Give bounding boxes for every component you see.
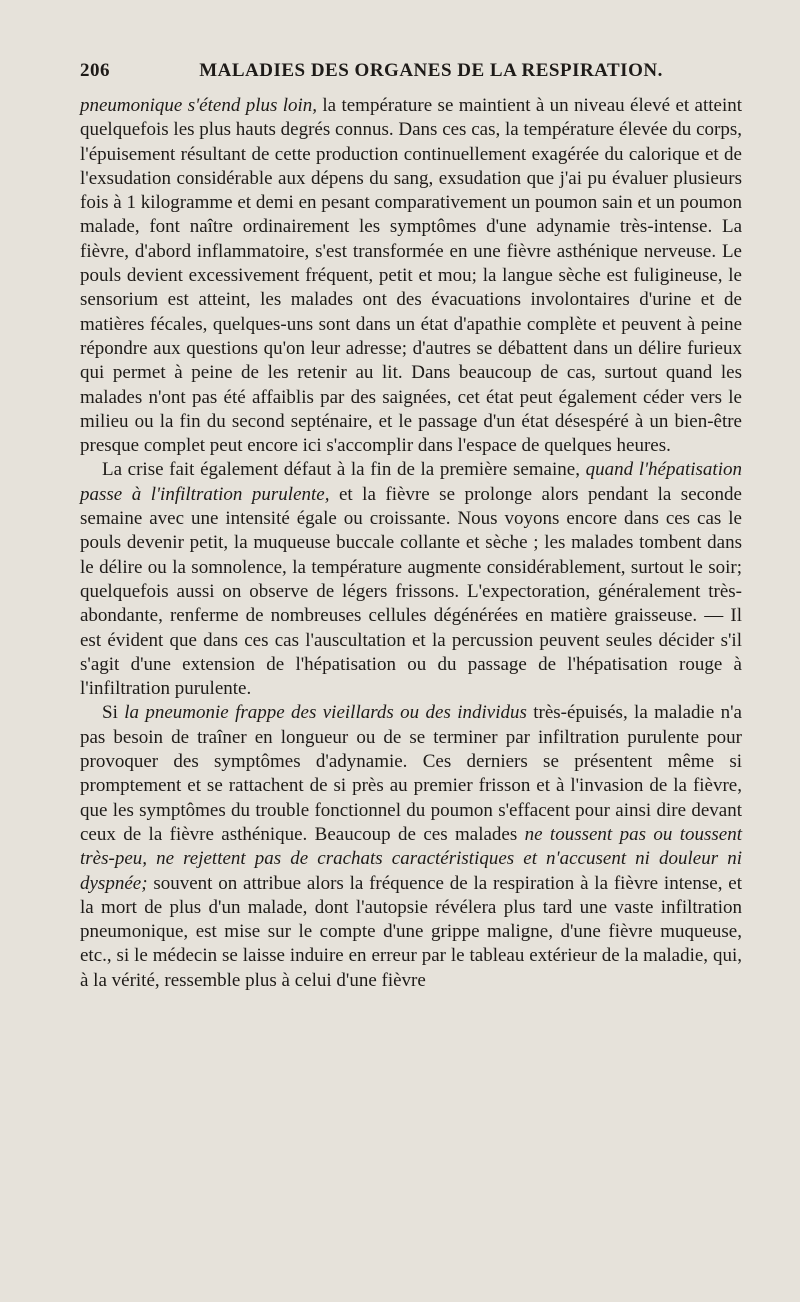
paragraph-3-italic-2: ne toussent pas ou toussent très-peu, ne rejettent pas de crachats caractéristiques et n'accusent ni douleur ni dyspnée; [80,823,742,894]
paragraph-1 [80,94,742,458]
paragraph-1-italic-1: pneumonique s'étend plus loin, [80,95,318,116]
running-title: MALADIES DES ORGANES DE LA RESPIRATION. [199,60,663,81]
paragraph-2 [80,458,742,701]
running-header [80,60,742,94]
paragraph-2-italic-1: quand l'hépatisation passe à l'infiltration purulente, [80,459,742,505]
page-number: 206 [80,60,110,81]
paragraph-2-text-1: La crise fait également défaut à la fin de la première semaine, [102,459,586,481]
paragraph-3-text-3: souvent on attribue alors la fréquence de la respiration à la fièvre intense, et la mort de plus d'un malade, dont l'autopsie révélera plus tard une vaste infiltration pneumonique, est mise sur le compte d'une grippe maligne, d'une fièvre muqueuse, etc., si le médecin se laisse induire en erreur par le tableau extérieur de la maladie, qui, à la vérité, ressemble plus à celui d'une fièvre [80,872,742,991]
paragraph-3-text-1: Si [102,702,125,724]
paragraph-2-text-2: et la fièvre se prolonge alors pendant la seconde semaine avec une intensité égale ou croissante. Nous voyons encore dans ces cas le pouls devenir petit, la muqueuse buccale collante et sèche ; les malades tombent dans le délire ou la somnolence, la température augmente considérablement, surtout le soir; quelquefois aussi on observe de légers frissons. L'expectoration, généralement très-abondante, renferme de nombreuses cellules dégénérées en matière graisseuse. — Il est évident que dans ces cas l'auscultation et la percussion peuvent seules décider s'il s'agit d'une extension de l'hépatisation ou du passage de l'hépatisation rouge à l'infiltration purulente. [80,483,742,700]
body-text [80,94,742,993]
paragraph-1-text-1: la température se maintient à un niveau élevé et atteint quelquefois les plus hauts degrés connus. Dans ces cas, la température élevée du corps, l'épuisement résultant de cette production continuellement exagérée du calorique et de l'exsudation considérable aux dépens du sang, exsudation que j'ai pu évaluer plusieurs fois à 1 kilogramme et demi en pesant comparativement un poumon sain et un poumon malade, font naître ordinairement les symptômes d'une adynamie très-intense. La fièvre, d'abord inflammatoire, s'est transformée en une fièvre asthénique nerveuse. Le pouls devient excessivement fréquent, petit et mou; la langue sèche est fuligineuse, le sensorium est atteint, les malades ont des évacuations involontaires d'urine et de matières fécales, quelques-uns sont dans un état d'apathie complète et peuvent à peine répondre aux questions qu'on leur adresse; d'autres se débattent dans un délire furieux qui permet à peine de les retenir au lit. Dans beaucoup de cas, surtout quand les malades n'ont pas été affaiblis par des saignées, cet état peut également céder vers le milieu ou la fin du second septénaire, et le passage d'un état désespéré à un bien-être presque complet peut encore ici s'accomplir dans l'espace de quelques heures. [80,95,742,457]
paragraph-3 [80,701,742,993]
paragraph-3-italic-1: la pneumonie frappe des vieillards ou des individus [124,702,527,724]
paragraph-3-text-2: très-épuisés, la maladie n'a pas besoin de traîner en longueur ou de se terminer par infiltration purulente pour provoquer des symptômes d'adynamie. Ces derniers se présentent même si promptement et se rattachent de si près au premier frisson et à l'invasion de la fièvre, que les symptômes du trouble fonctionnel du poumon s'effacent pour ainsi dire devant ceux de la fièvre asthénique. Beaucoup de ces malades [80,702,742,845]
